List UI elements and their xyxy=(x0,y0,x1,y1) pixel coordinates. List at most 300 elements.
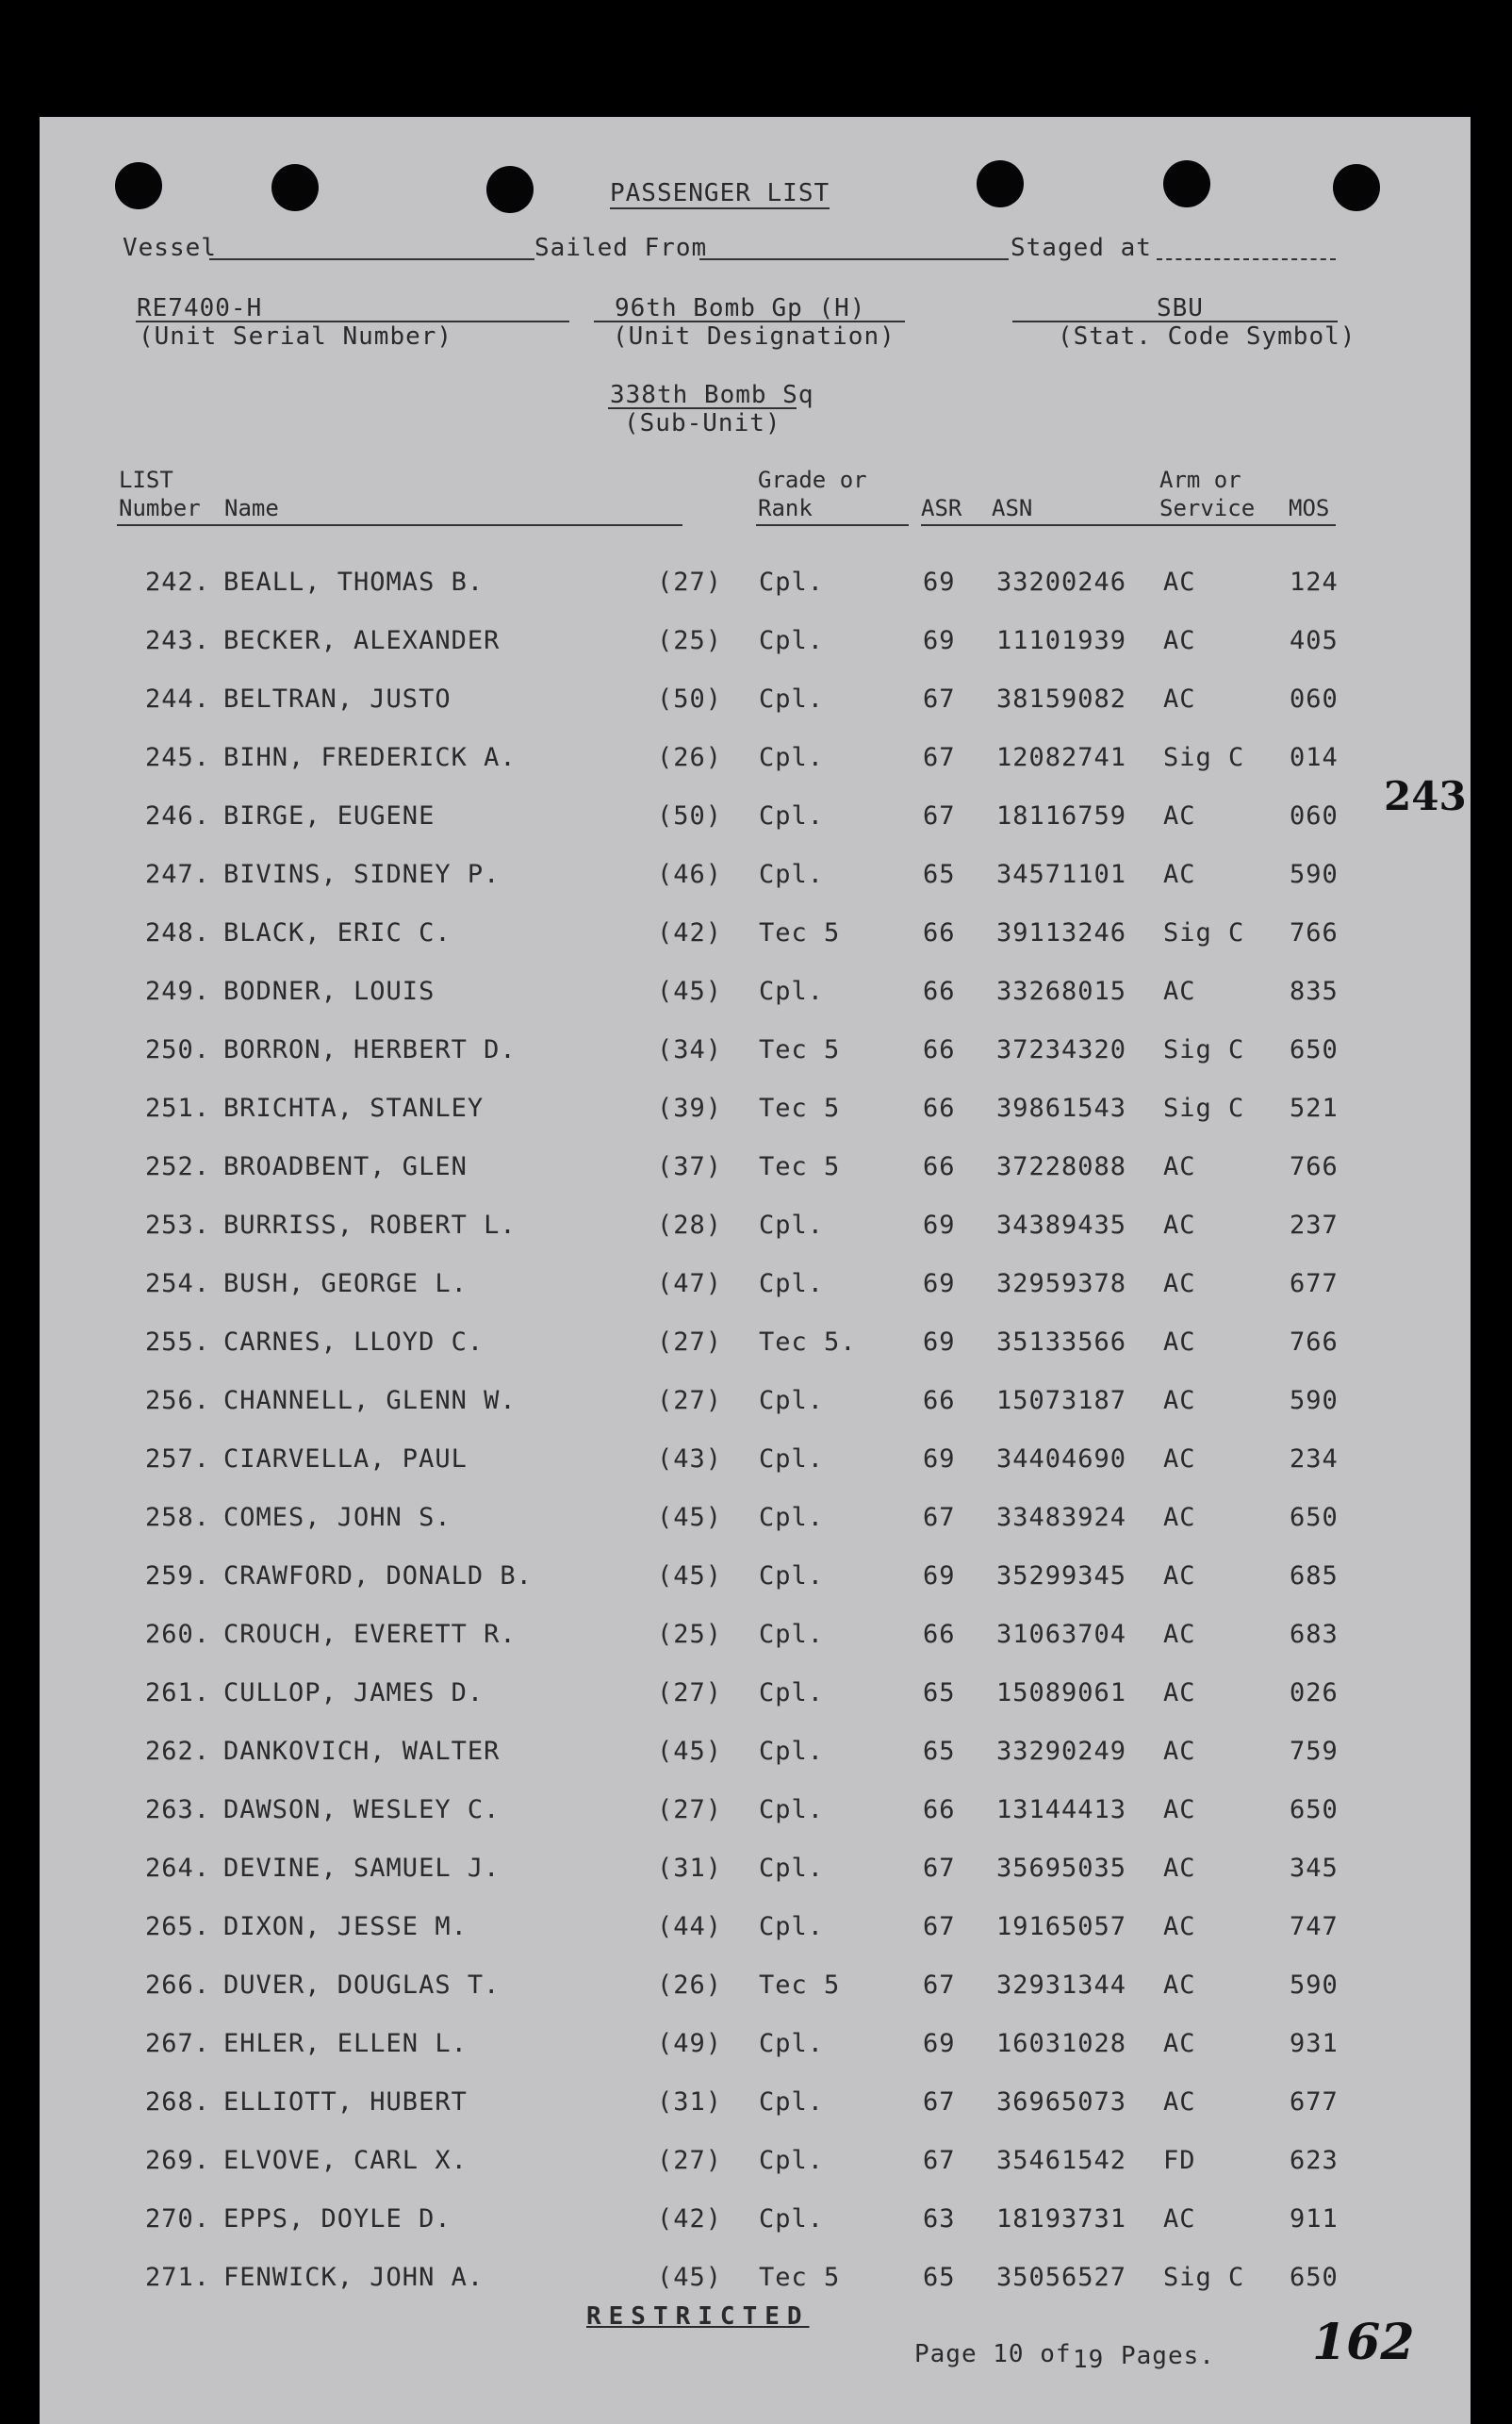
asn-cell: 31063704 xyxy=(996,1620,1127,1649)
arm-service-cell: AC xyxy=(1163,1737,1196,1766)
asn-cell: 37228088 xyxy=(996,1152,1127,1181)
table-row xyxy=(40,1094,1471,1150)
passenger-name-cell: BROADBENT, GLEN xyxy=(223,1152,468,1181)
mos-cell: 623 xyxy=(1290,2146,1339,2175)
punch-hole xyxy=(1333,164,1380,211)
passenger-name-cell: CHANNELL, GLENN W. xyxy=(223,1386,517,1415)
table-row xyxy=(40,1561,1471,1618)
table-row xyxy=(40,568,1471,624)
age-cell: (43) xyxy=(657,1444,723,1474)
passenger-name-cell: CARNES, LLOYD C. xyxy=(223,1327,485,1357)
age-cell: (47) xyxy=(657,1269,723,1298)
table-row xyxy=(40,626,1471,683)
mos-cell: 911 xyxy=(1290,2204,1339,2234)
asn-cell: 19165057 xyxy=(996,1912,1127,1941)
arm-service-cell: Sig C xyxy=(1163,2263,1245,2292)
asn-cell: 34389435 xyxy=(996,1211,1127,1240)
asr-cell: 69 xyxy=(923,1269,956,1298)
list-number-cell: 252. xyxy=(145,1152,211,1181)
asr-cell: 67 xyxy=(923,684,956,714)
mos-cell: 650 xyxy=(1290,1503,1339,1532)
mos-cell: 677 xyxy=(1290,1269,1339,1298)
table-row xyxy=(40,918,1471,975)
arm-service-cell: AC xyxy=(1163,1269,1196,1298)
passenger-name-cell: ELLIOTT, HUBERT xyxy=(223,2087,468,2117)
rank-cell: Tec 5 xyxy=(759,2263,841,2292)
rank-cell: Cpl. xyxy=(759,977,825,1006)
list-number-cell: 244. xyxy=(145,684,211,714)
age-cell: (46) xyxy=(657,860,723,889)
list-number-cell: 268. xyxy=(145,2087,211,2117)
mos-cell: 650 xyxy=(1290,1795,1339,1824)
list-number-cell: 267. xyxy=(145,2029,211,2058)
asr-cell: 69 xyxy=(923,1444,956,1474)
list-number-cell: 246. xyxy=(145,801,211,831)
age-cell: (45) xyxy=(657,977,723,1006)
passenger-name-cell: BIVINS, SIDNEY P. xyxy=(223,860,501,889)
asn-cell: 12082741 xyxy=(996,743,1127,772)
header-rule xyxy=(921,524,1336,526)
asn-cell: 33268015 xyxy=(996,977,1127,1006)
passenger-name-cell: DUVER, DOUGLAS T. xyxy=(223,1971,501,2000)
list-number-cell: 258. xyxy=(145,1503,211,1532)
asr-cell: 69 xyxy=(923,568,956,597)
rank-cell: Cpl. xyxy=(759,1854,825,1883)
passenger-name-cell: CRAWFORD, DONALD B. xyxy=(223,1561,533,1591)
asn-cell: 18193731 xyxy=(996,2204,1127,2234)
mos-cell: 026 xyxy=(1290,1678,1339,1707)
mos-cell: 766 xyxy=(1290,918,1339,948)
page-title: PASSENGER LIST xyxy=(610,179,830,207)
rank-cell: Cpl. xyxy=(759,1620,825,1649)
mos-cell: 345 xyxy=(1290,1854,1339,1883)
table-row xyxy=(40,1327,1471,1384)
handwritten-page-number: 162 xyxy=(1312,2314,1415,2371)
rank-cell: Cpl. xyxy=(759,1678,825,1707)
rank-cell: Tec 5 xyxy=(759,918,841,948)
mos-cell: 590 xyxy=(1290,860,1339,889)
passenger-name-cell: BURRISS, ROBERT L. xyxy=(223,1211,517,1240)
passenger-name-cell: BEALL, THOMAS B. xyxy=(223,568,485,597)
table-row xyxy=(40,2146,1471,2202)
list-number-cell: 261. xyxy=(145,1678,211,1707)
arm-service-cell: AC xyxy=(1163,1327,1196,1357)
asr-cell: 67 xyxy=(923,2087,956,2117)
arm-service-cell: AC xyxy=(1163,977,1196,1006)
list-number-cell: 245. xyxy=(145,743,211,772)
asr-cell: 67 xyxy=(923,2146,956,2175)
table-row xyxy=(40,1854,1471,1910)
column-header-arm: Arm or Service xyxy=(1159,467,1256,521)
age-cell: (27) xyxy=(657,1678,723,1707)
age-cell: (27) xyxy=(657,1327,723,1357)
rank-cell: Cpl. xyxy=(759,1561,825,1591)
age-cell: (45) xyxy=(657,1503,723,1532)
arm-service-cell: Sig C xyxy=(1163,918,1245,948)
rank-cell: Cpl. xyxy=(759,2146,825,2175)
asr-cell: 66 xyxy=(923,918,956,948)
vessel-label: Vessel xyxy=(123,234,217,262)
age-cell: (27) xyxy=(657,1386,723,1415)
mos-cell: 677 xyxy=(1290,2087,1339,2117)
table-row xyxy=(40,1737,1471,1793)
passenger-name-cell: CIARVELLA, PAUL xyxy=(223,1444,468,1474)
page-number-text: Page 10 of xyxy=(914,2340,1072,2368)
arm-service-cell: Sig C xyxy=(1163,1094,1245,1123)
asn-cell: 33483924 xyxy=(996,1503,1127,1532)
rank-cell: Cpl. xyxy=(759,1503,825,1532)
asr-cell: 67 xyxy=(923,1912,956,1941)
punch-hole xyxy=(1163,160,1210,207)
list-number-cell: 256. xyxy=(145,1386,211,1415)
asn-cell: 11101939 xyxy=(996,626,1127,655)
passenger-name-cell: BIRGE, EUGENE xyxy=(223,801,436,831)
rank-cell: Cpl. xyxy=(759,743,825,772)
list-number-cell: 271. xyxy=(145,2263,211,2292)
arm-service-cell: AC xyxy=(1163,1971,1196,2000)
punch-hole xyxy=(271,164,319,211)
age-cell: (27) xyxy=(657,568,723,597)
mos-cell: 014 xyxy=(1290,743,1339,772)
arm-service-cell: AC xyxy=(1163,1620,1196,1649)
table-row xyxy=(40,2204,1471,2261)
rank-cell: Cpl. xyxy=(759,1211,825,1240)
asr-cell: 67 xyxy=(923,801,956,831)
rank-cell: Cpl. xyxy=(759,568,825,597)
age-cell: (45) xyxy=(657,1737,723,1766)
table-row xyxy=(40,1211,1471,1267)
table-row xyxy=(40,2087,1471,2144)
age-cell: (45) xyxy=(657,2263,723,2292)
header-rule xyxy=(117,524,682,526)
age-cell: (27) xyxy=(657,1795,723,1824)
asr-cell: 67 xyxy=(923,1854,956,1883)
asr-cell: 69 xyxy=(923,1561,956,1591)
arm-service-cell: FD xyxy=(1163,2146,1196,2175)
table-row xyxy=(40,1269,1471,1326)
mos-cell: 060 xyxy=(1290,801,1339,831)
asn-cell: 33200246 xyxy=(996,568,1127,597)
asn-cell: 36965073 xyxy=(996,2087,1127,2117)
asn-cell: 39861543 xyxy=(996,1094,1127,1123)
passenger-name-cell: BLACK, ERIC C. xyxy=(223,918,452,948)
rank-cell: Cpl. xyxy=(759,1737,825,1766)
passenger-name-cell: DAWSON, WESLEY C. xyxy=(223,1795,501,1824)
asn-cell: 35056527 xyxy=(996,2263,1127,2292)
asr-cell: 65 xyxy=(923,1737,956,1766)
rank-cell: Cpl. xyxy=(759,1444,825,1474)
list-number-cell: 242. xyxy=(145,568,211,597)
arm-service-cell: AC xyxy=(1163,860,1196,889)
mos-cell: 747 xyxy=(1290,1912,1339,1941)
margin-stamp-number: 243 xyxy=(1384,773,1467,819)
mos-cell: 650 xyxy=(1290,2263,1339,2292)
age-cell: (45) xyxy=(657,1561,723,1591)
list-number-cell: 249. xyxy=(145,977,211,1006)
rank-cell: Cpl. xyxy=(759,860,825,889)
punch-hole xyxy=(486,166,534,213)
passenger-name-cell: BECKER, ALEXANDER xyxy=(223,626,501,655)
list-number-cell: 243. xyxy=(145,626,211,655)
asn-cell: 34571101 xyxy=(996,860,1127,889)
list-number-cell: 250. xyxy=(145,1035,211,1064)
mos-cell: 590 xyxy=(1290,1386,1339,1415)
rank-cell: Cpl. xyxy=(759,801,825,831)
mos-cell: 405 xyxy=(1290,626,1339,655)
passenger-name-cell: CULLOP, JAMES D. xyxy=(223,1678,485,1707)
asn-cell: 34404690 xyxy=(996,1444,1127,1474)
passenger-name-cell: EPPS, DOYLE D. xyxy=(223,2204,452,2234)
staged-at-blank xyxy=(1157,258,1336,260)
rank-cell: Tec 5. xyxy=(759,1327,857,1357)
rank-cell: Cpl. xyxy=(759,1386,825,1415)
list-number-cell: 270. xyxy=(145,2204,211,2234)
age-cell: (26) xyxy=(657,1971,723,2000)
list-number-cell: 259. xyxy=(145,1561,211,1591)
table-row xyxy=(40,1152,1471,1209)
age-cell: (50) xyxy=(657,684,723,714)
asn-cell: 39113246 xyxy=(996,918,1127,948)
arm-service-cell: AC xyxy=(1163,626,1196,655)
passenger-name-cell: FENWICK, JOHN A. xyxy=(223,2263,485,2292)
table-row xyxy=(40,1912,1471,1969)
arm-service-cell: AC xyxy=(1163,1678,1196,1707)
column-header-list-number: LIST Number xyxy=(119,467,201,521)
header-rule xyxy=(756,524,909,526)
arm-service-cell: AC xyxy=(1163,1912,1196,1941)
asn-cell: 35461542 xyxy=(996,2146,1127,2175)
asr-cell: 66 xyxy=(923,1152,956,1181)
passenger-name-cell: BELTRAN, JUSTO xyxy=(223,684,452,714)
sailed-from-blank xyxy=(699,258,1009,260)
unit-designation: 96th Bomb Gp (H) xyxy=(615,294,866,322)
rank-cell: Tec 5 xyxy=(759,1094,841,1123)
table-row xyxy=(40,1444,1471,1501)
mos-cell: 766 xyxy=(1290,1327,1339,1357)
age-cell: (34) xyxy=(657,1035,723,1064)
mos-cell: 931 xyxy=(1290,2029,1339,2058)
punch-hole xyxy=(115,162,162,209)
mos-cell: 759 xyxy=(1290,1737,1339,1766)
column-header-mos: MOS xyxy=(1289,495,1330,521)
mos-cell: 124 xyxy=(1290,568,1339,597)
mos-cell: 685 xyxy=(1290,1561,1339,1591)
asr-cell: 69 xyxy=(923,626,956,655)
arm-service-cell: Sig C xyxy=(1163,743,1245,772)
list-number-cell: 254. xyxy=(145,1269,211,1298)
table-row xyxy=(40,1971,1471,2027)
table-row xyxy=(40,801,1471,858)
asn-cell: 15089061 xyxy=(996,1678,1127,1707)
asn-cell: 13144413 xyxy=(996,1795,1127,1824)
rank-cell: Cpl. xyxy=(759,1912,825,1941)
list-number-cell: 257. xyxy=(145,1444,211,1474)
arm-service-cell: AC xyxy=(1163,568,1196,597)
asn-cell: 35695035 xyxy=(996,1854,1127,1883)
asn-cell: 15073187 xyxy=(996,1386,1127,1415)
age-cell: (31) xyxy=(657,1854,723,1883)
asr-cell: 66 xyxy=(923,1035,956,1064)
asr-cell: 65 xyxy=(923,1678,956,1707)
age-cell: (42) xyxy=(657,2204,723,2234)
table-row xyxy=(40,1035,1471,1092)
asn-cell: 32959378 xyxy=(996,1269,1127,1298)
mos-cell: 766 xyxy=(1290,1152,1339,1181)
list-number-cell: 262. xyxy=(145,1737,211,1766)
table-row xyxy=(40,1503,1471,1559)
table-row xyxy=(40,2029,1471,2086)
arm-service-cell: AC xyxy=(1163,1795,1196,1824)
arm-service-cell: AC xyxy=(1163,801,1196,831)
asr-cell: 63 xyxy=(923,2204,956,2234)
mos-cell: 234 xyxy=(1290,1444,1339,1474)
unit-designation-caption: (Unit Designation) xyxy=(613,322,896,351)
list-number-cell: 248. xyxy=(145,918,211,948)
passenger-name-cell: BRICHTA, STANLEY xyxy=(223,1094,485,1123)
asr-cell: 66 xyxy=(923,977,956,1006)
rank-cell: Tec 5 xyxy=(759,1971,841,2000)
passenger-name-cell: BODNER, LOUIS xyxy=(223,977,436,1006)
arm-service-cell: AC xyxy=(1163,1444,1196,1474)
unit-serial-caption: (Unit Serial Number) xyxy=(139,322,453,351)
table-row xyxy=(40,1620,1471,1676)
age-cell: (44) xyxy=(657,1912,723,1941)
asr-cell: 69 xyxy=(923,2029,956,2058)
arm-service-cell: AC xyxy=(1163,1503,1196,1532)
pages-word: Pages. xyxy=(1121,2342,1215,2370)
passenger-name-cell: CROUCH, EVERETT R. xyxy=(223,1620,517,1649)
restricted-stamp: RESTRICTED xyxy=(586,2302,810,2331)
table-row xyxy=(40,1678,1471,1735)
table-row xyxy=(40,860,1471,916)
rank-cell: Cpl. xyxy=(759,626,825,655)
list-number-cell: 263. xyxy=(145,1795,211,1824)
sub-unit-caption: (Sub-Unit) xyxy=(624,409,781,437)
asr-cell: 66 xyxy=(923,1386,956,1415)
arm-service-cell: AC xyxy=(1163,2029,1196,2058)
asn-cell: 32931344 xyxy=(996,1971,1127,2000)
asn-cell: 33290249 xyxy=(996,1737,1127,1766)
arm-service-cell: AC xyxy=(1163,2087,1196,2117)
stat-code-symbol: SBU xyxy=(1157,294,1204,322)
list-number-cell: 269. xyxy=(145,2146,211,2175)
asr-cell: 67 xyxy=(923,1971,956,2000)
table-row xyxy=(40,684,1471,741)
sailed-from-label: Sailed From xyxy=(534,234,708,262)
list-number-cell: 247. xyxy=(145,860,211,889)
age-cell: (26) xyxy=(657,743,723,772)
asn-cell: 38159082 xyxy=(996,684,1127,714)
asn-cell: 37234320 xyxy=(996,1035,1127,1064)
passenger-name-cell: ELVOVE, CARL X. xyxy=(223,2146,468,2175)
age-cell: (39) xyxy=(657,1094,723,1123)
passenger-name-cell: DANKOVICH, WALTER xyxy=(223,1737,501,1766)
passenger-name-cell: DIXON, JESSE M. xyxy=(223,1912,468,1941)
page-total: 19 xyxy=(1073,2346,1105,2374)
age-cell: (25) xyxy=(657,1620,723,1649)
arm-service-cell: AC xyxy=(1163,1152,1196,1181)
rank-cell: Cpl. xyxy=(759,2087,825,2117)
asn-cell: 35299345 xyxy=(996,1561,1127,1591)
age-cell: (49) xyxy=(657,2029,723,2058)
table-row xyxy=(40,743,1471,800)
rank-cell: Cpl. xyxy=(759,2204,825,2234)
rank-cell: Cpl. xyxy=(759,2029,825,2058)
age-cell: (50) xyxy=(657,801,723,831)
rank-cell: Cpl. xyxy=(759,684,825,714)
list-number-cell: 251. xyxy=(145,1094,211,1123)
arm-service-cell: AC xyxy=(1163,1561,1196,1591)
vessel-blank xyxy=(209,258,534,260)
mos-cell: 650 xyxy=(1290,1035,1339,1064)
passenger-name-cell: DEVINE, SAMUEL J. xyxy=(223,1854,501,1883)
rank-cell: Tec 5 xyxy=(759,1035,841,1064)
table-row xyxy=(40,1795,1471,1852)
mos-cell: 237 xyxy=(1290,1211,1339,1240)
column-header-name: Name xyxy=(224,495,279,521)
stat-code-caption: (Stat. Code Symbol) xyxy=(1058,322,1356,351)
mos-cell: 590 xyxy=(1290,1971,1339,2000)
asr-cell: 67 xyxy=(923,743,956,772)
list-number-cell: 264. xyxy=(145,1854,211,1883)
arm-service-cell: AC xyxy=(1163,1211,1196,1240)
passenger-name-cell: BIHN, FREDERICK A. xyxy=(223,743,517,772)
document-sheet xyxy=(40,117,1471,2424)
asn-cell: 35133566 xyxy=(996,1327,1127,1357)
list-number-cell: 260. xyxy=(145,1620,211,1649)
column-header-asr: ASR xyxy=(921,495,962,521)
list-number-cell: 266. xyxy=(145,1971,211,2000)
passenger-name-cell: BORRON, HERBERT D. xyxy=(223,1035,517,1064)
mos-cell: 521 xyxy=(1290,1094,1339,1123)
passenger-name-cell: COMES, JOHN S. xyxy=(223,1503,452,1532)
age-cell: (27) xyxy=(657,2146,723,2175)
age-cell: (28) xyxy=(657,1211,723,1240)
rank-cell: Cpl. xyxy=(759,1795,825,1824)
asn-cell: 16031028 xyxy=(996,2029,1127,2058)
age-cell: (31) xyxy=(657,2087,723,2117)
column-header-grade: Grade or Rank xyxy=(758,467,867,521)
asr-cell: 66 xyxy=(923,1795,956,1824)
arm-service-cell: AC xyxy=(1163,1386,1196,1415)
passenger-name-cell: BUSH, GEORGE L. xyxy=(223,1269,468,1298)
asr-cell: 69 xyxy=(923,1211,956,1240)
age-cell: (37) xyxy=(657,1152,723,1181)
arm-service-cell: AC xyxy=(1163,684,1196,714)
list-number-cell: 255. xyxy=(145,1327,211,1357)
mos-cell: 835 xyxy=(1290,977,1339,1006)
asr-cell: 67 xyxy=(923,1503,956,1532)
age-cell: (42) xyxy=(657,918,723,948)
mos-cell: 683 xyxy=(1290,1620,1339,1649)
list-number-cell: 253. xyxy=(145,1211,211,1240)
asr-cell: 65 xyxy=(923,860,956,889)
rank-cell: Cpl. xyxy=(759,1269,825,1298)
passenger-name-cell: EHLER, ELLEN L. xyxy=(223,2029,468,2058)
sub-unit: 338th Bomb Sq xyxy=(610,381,814,409)
asr-cell: 66 xyxy=(923,1094,956,1123)
unit-serial-number: RE7400-H xyxy=(137,294,263,322)
column-header-asn: ASN xyxy=(992,495,1033,521)
table-row xyxy=(40,977,1471,1033)
punch-hole xyxy=(977,160,1024,207)
asr-cell: 65 xyxy=(923,2263,956,2292)
arm-service-cell: AC xyxy=(1163,2204,1196,2234)
staged-at-label: Staged at xyxy=(1011,234,1152,262)
table-row xyxy=(40,1386,1471,1443)
asr-cell: 69 xyxy=(923,1327,956,1357)
asn-cell: 18116759 xyxy=(996,801,1127,831)
